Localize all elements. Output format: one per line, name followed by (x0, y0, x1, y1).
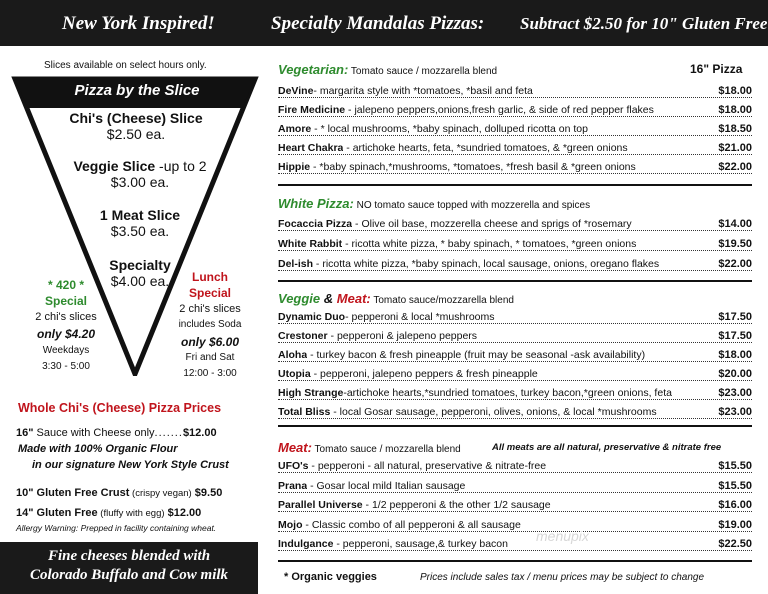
menu-item-desc: - Olive oil base, mozzerella cheese and sprigs of *rosemary (352, 218, 632, 230)
menu-item-text (278, 258, 659, 270)
section-divider (278, 425, 752, 427)
menu-item-name: Del-ish (278, 258, 314, 270)
special420-title: * 420 * (47, 278, 85, 292)
whole-16-desc: Sauce with Cheese only (33, 427, 155, 439)
menu-item-price: $22.00 (718, 258, 752, 270)
menu-item-row (278, 499, 752, 517)
organic-veggies-note: * Organic veggies (284, 571, 377, 583)
meat-slice-price: $3.50 ea. (110, 223, 170, 239)
gf10-row (16, 487, 240, 499)
menu-item-desc: - 1/2 pepperoni & the other 1/2 sausage (362, 499, 551, 511)
whole-16-label: 16" (16, 427, 34, 439)
menu-item-row (278, 123, 752, 141)
menu-item-row (278, 258, 752, 276)
menu-item-price: $23.00 (718, 406, 752, 418)
menu-item-price: $19.50 (718, 238, 752, 250)
lunch-special-hours: 12:00 - 3:00 (183, 368, 237, 379)
menu-item-text (278, 238, 636, 250)
specialty-slice-price: $4.00 ea. (110, 273, 170, 289)
menu-item-name: Focaccia Pizza (278, 218, 353, 230)
menu-item-text (278, 349, 645, 361)
meat-section-sub: Tomato sauce / mozzarella blend (311, 444, 461, 455)
menu-item-row (278, 480, 752, 498)
organic-flour-note: Made with 100% Organic Flour (18, 443, 178, 455)
meat-slice-name: 1 Meat Slice (99, 207, 181, 223)
menu-item-price: $14.00 (718, 218, 752, 230)
slices-note: Slices available on select hours only. (44, 60, 207, 71)
slice-title: Pizza by the Slice (74, 82, 200, 99)
menu-item-text (278, 104, 654, 116)
menu-item-desc: - *baby spinach,*mushrooms, *tomatoes, *fresh basil & *green onions (310, 161, 636, 173)
menu-item-desc: - artichoke hearts, feta, *sundried tomatoes, & *green onions (343, 142, 628, 154)
chi-slice-price: $2.50 ea. (106, 126, 166, 142)
veg-section-header (278, 62, 497, 77)
menu-item-desc: - Gosar local mild Italian sausage (307, 479, 466, 492)
white-section-title: White Pizza: (278, 196, 354, 211)
gf10-note: (crispy vegan) (129, 488, 192, 499)
lunch-special-price: only $6.00 (180, 335, 240, 349)
menu-item-name: Heart Chakra (278, 142, 344, 154)
vm-section-title-veggie: Veggie (278, 291, 321, 306)
menu-item-text (278, 85, 533, 97)
menu-item-name: Mojo (278, 518, 303, 531)
vm-section-title-meat: Meat: (336, 291, 371, 306)
menu-item-text (278, 499, 551, 511)
gluten-free-header: Subtract $2.50 for 10" Gluten Free (520, 14, 768, 33)
menu-item-price: $23.00 (718, 387, 752, 399)
menu-item-price: $15.50 (718, 479, 752, 492)
lunch-special-desc: 2 chi's slices (179, 303, 241, 315)
menu-item-text (278, 218, 632, 230)
lunch-special-soda: includes Soda (178, 319, 242, 330)
meat-natural-note: All meats are all natural, preservative & nitrate free (492, 442, 722, 453)
menu-item-text (278, 460, 546, 472)
menu-item-desc: - ricotta white pizza, *baby spinach, local sausage, onions, oregano flakes (313, 258, 660, 270)
menu-item-row (278, 161, 752, 179)
menu-item-text (278, 123, 588, 135)
specialty-header-title: Specialty Mandalas Pizzas: (271, 13, 485, 34)
menu-item-name: Indulgance (278, 538, 334, 550)
menu-item-name: Crestoner (278, 330, 328, 342)
menu-item-desc: - pepperoni - all natural, preservative & nitrate-free (308, 460, 547, 472)
veggie-slice-extra: -up to 2 (155, 158, 207, 174)
specialty-slice-name: Specialty (109, 257, 171, 273)
menu-item-name: Hippie (278, 161, 311, 173)
menu-item-desc: - turkey bacon & fresh pineapple (fruit may be seasonal -ask availability) (307, 349, 646, 361)
veggie-slice-price: $3.00 ea. (110, 174, 170, 190)
menu-item-name: DeVine (278, 85, 314, 97)
menu-item-name: Prana (278, 479, 308, 492)
menu-item-price: $22.00 (718, 161, 752, 173)
menu-item-desc: - pepperoni & local *mushrooms (345, 311, 495, 323)
cheese-banner-line1: Fine cheeses blended with (47, 548, 211, 564)
menu-item-desc: - ricotta white pizza, * baby spinach, * tomatoes, *green onions (342, 238, 637, 250)
gf10-label: 10" Gluten Free Crust (16, 487, 130, 499)
lunch-special-title2: Special (188, 286, 232, 300)
special420-hours: 3:30 - 5:00 (42, 361, 90, 372)
menu-item-price: $20.00 (718, 368, 752, 380)
menu-item-name: Aloha (278, 349, 308, 361)
menu-item-price: $16.00 (718, 499, 752, 511)
gf14-row (16, 507, 240, 519)
veg-section-title: Vegetarian: (278, 62, 349, 77)
menu-item-row (278, 330, 752, 348)
veg-section-sub: Tomato sauce / mozzarella blend (348, 66, 498, 77)
special420-price: only $4.20 (36, 327, 96, 341)
menu-item-row (278, 387, 752, 405)
menu-item-name: Dynamic Duo (278, 311, 346, 323)
vm-section-title-amp: & (320, 291, 337, 306)
menu-item-text (278, 480, 465, 492)
lunch-special-title: Lunch (192, 270, 228, 284)
menu-item-text (278, 406, 657, 418)
section-divider (278, 184, 752, 186)
white-section-sub: NO tomato sauce topped with mozzerella and spices (353, 200, 591, 211)
menu-item-row (278, 349, 752, 367)
menu-item-price: $15.50 (718, 460, 752, 472)
watermark: menupix (536, 528, 589, 544)
whole-16-price: $12.00 (182, 427, 217, 439)
special420-desc: 2 chi's slices (35, 311, 97, 323)
menu-item-desc: - * local mushrooms, *baby spinach, dolluped ricotta on top (311, 123, 588, 135)
lunch-special-days: Fri and Sat (185, 352, 235, 363)
menu-item-name: UFO's (278, 460, 309, 472)
section-divider (278, 560, 752, 562)
left-header-title: New York Inspired! (62, 13, 215, 34)
menu-item-name: High Strange (278, 387, 344, 399)
meat-section-header (278, 440, 461, 455)
menu-item-desc: - local Gosar sausage, pepperoni, olives, onions, & local *mushrooms (330, 406, 657, 418)
menu-item-price: $18.00 (718, 104, 752, 116)
white-section-header (278, 196, 590, 211)
menu-item-price: $17.50 (718, 330, 752, 342)
cheese-banner-line2: Colorado Buffalo and Cow milk (29, 567, 229, 583)
menu-item-name: Utopia (278, 368, 311, 380)
menu-item-desc: -artichoke hearts,*sundried tomatoes, turkey bacon,*green onions, feta (343, 387, 672, 399)
menu-item-desc: - pepperoni, jalepeno peppers & fresh pineapple (310, 368, 538, 380)
menu-item-text (278, 311, 495, 323)
chi-slice-name: Chi's (Cheese) Slice (69, 110, 203, 126)
menu-item-desc: - Classic combo of all pepperoni & all sausage (302, 518, 521, 531)
menu-item-text (278, 368, 538, 380)
menu-item-text (278, 538, 508, 550)
section-divider (278, 280, 752, 282)
menu-item-row (278, 538, 752, 556)
menu-item-price: $21.00 (718, 142, 752, 154)
menu-item-name: Total Bliss (278, 406, 331, 418)
menu-item-desc: - jalepeno peppers,onions,fresh garlic, & side of red pepper flakes (345, 104, 654, 116)
menu-item-text (278, 161, 636, 173)
menu-item-text (278, 330, 477, 342)
menu-item-desc: - pepperoni, sausage,& turkey bacon (333, 538, 508, 550)
gf10-price: $9.50 (194, 487, 223, 499)
menu-item-row (278, 406, 752, 424)
menu-item-name: Fire Medicine (278, 104, 346, 116)
whole-16-row: 16" Sauce with Cheese only.......$12.00 (16, 427, 217, 439)
vm-section-sub: Tomato sauce/mozzarella blend (370, 295, 514, 306)
menu-item-price: $18.00 (718, 349, 752, 361)
menu-item-text (278, 387, 672, 399)
gf14-label: 14" Gluten Free (16, 507, 98, 519)
menu-item-row (278, 142, 752, 160)
menu-item-row (278, 104, 752, 122)
size-label: 16" Pizza (690, 62, 743, 76)
menu-item-text (278, 519, 521, 531)
menu-item-row (278, 238, 752, 256)
menu-item-row (278, 85, 752, 103)
menu-item-price: $17.50 (718, 311, 752, 323)
menu-item-text (278, 142, 628, 154)
vm-section-header (278, 291, 514, 306)
menu-item-price: $18.50 (718, 123, 752, 135)
menu-item-desc: - margarita style with *tomatoes, *basil and feta (313, 85, 533, 97)
menu-item-name: Amore (278, 123, 312, 135)
veggie-slice-line (60, 158, 220, 174)
whole-pizza-title: Whole Chi's (Cheese) Pizza Prices (18, 401, 222, 415)
veggie-slice-name: Veggie Slice (73, 158, 156, 174)
special420-title2: Special (44, 294, 88, 308)
menu-item-row (278, 218, 752, 236)
gf14-price: $12.00 (167, 507, 202, 519)
menu-item-row (278, 519, 752, 537)
meat-section-title: Meat: (278, 440, 312, 455)
menu-item-row (278, 368, 752, 386)
menu-item-name: White Rabbit (278, 238, 343, 250)
menu-item-name: Parallel Universe (278, 499, 363, 511)
allergy-warning: Allergy Warning: Prepped in facility containing wheat. (16, 523, 217, 533)
gf14-note: (fluffy with egg) (97, 508, 165, 519)
ny-crust-note: in our signature New York Style Crust (32, 459, 229, 471)
menu-item-price: $19.00 (718, 518, 752, 531)
menu-item-desc: - pepperoni & jalepeno peppers (327, 330, 478, 342)
menu-item-row (278, 460, 752, 478)
menu-item-price: $18.00 (718, 85, 752, 97)
tax-note: Prices include sales tax / menu prices may be subject to change (420, 572, 705, 583)
special420-days: Weekdays (42, 345, 90, 356)
menu-item-row (278, 311, 752, 329)
menu-item-price: $22.50 (718, 538, 752, 550)
